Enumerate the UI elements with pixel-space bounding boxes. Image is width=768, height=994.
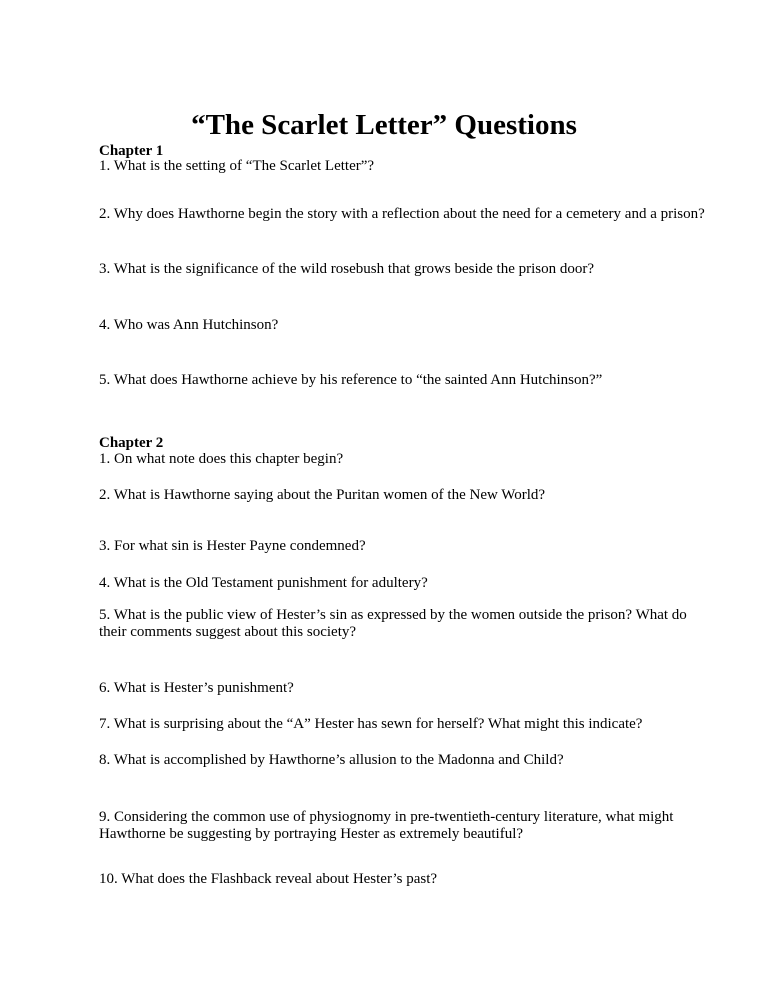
chapter-1-question-1: 1. What is the setting of “The Scarlet Letter”? bbox=[99, 158, 375, 174]
chapter-2-question-2: 2. What is Hawthorne saying about the Puritan women of the New World? bbox=[99, 487, 546, 503]
chapter-1-question-5: 5. What does Hawthorne achieve by his reference to “the sainted Ann Hutchinson?” bbox=[99, 372, 603, 388]
chapter-2-question-5-line-1: 5. What is the public view of Hester’s sin as expressed by the women outside the prison? What do bbox=[99, 607, 687, 623]
chapter-1-question-3: 3. What is the significance of the wild rosebush that grows beside the prison door? bbox=[99, 261, 595, 277]
chapter-2-question-1: 1. On what note does this chapter begin? bbox=[99, 451, 344, 467]
chapter-2-question-4: 4. What is the Old Testament punishment for adultery? bbox=[99, 575, 428, 591]
chapter-2-question-9-line-1: 9. Considering the common use of physiognomy in pre-twentieth-century literature, what might bbox=[99, 809, 674, 825]
chapter-2-question-7: 7. What is surprising about the “A” Hester has sewn for herself? What might this indicate? bbox=[99, 716, 643, 732]
chapter-2-question-6: 6. What is Hester’s punishment? bbox=[99, 680, 294, 696]
chapter-2-question-10: 10. What does the Flashback reveal about Hester’s past? bbox=[99, 871, 438, 887]
chapter-2-question-3: 3. For what sin is Hester Payne condemned? bbox=[99, 538, 366, 554]
chapter-2-question-5-line-2: their comments suggest about this society? bbox=[99, 624, 357, 640]
chapter-2-heading: Chapter 2 bbox=[99, 435, 164, 451]
chapter-2-question-9 bbox=[99, 809, 699, 843]
chapter-2-question-9-line-2: Hawthorne be suggesting by portraying Hester as extremely beautiful? bbox=[99, 826, 524, 842]
document-title: “The Scarlet Letter” Questions bbox=[191, 109, 577, 141]
chapter-1-question-4: 4. Who was Ann Hutchinson? bbox=[99, 317, 279, 333]
chapter-1-question-2: 2. Why does Hawthorne begin the story with a reflection about the need for a cemetery and a prison? bbox=[99, 206, 705, 222]
chapter-2-question-5 bbox=[99, 607, 699, 641]
chapter-2-question-8: 8. What is accomplished by Hawthorne’s allusion to the Madonna and Child? bbox=[99, 752, 564, 768]
chapter-1-heading: Chapter 1 bbox=[99, 143, 164, 159]
